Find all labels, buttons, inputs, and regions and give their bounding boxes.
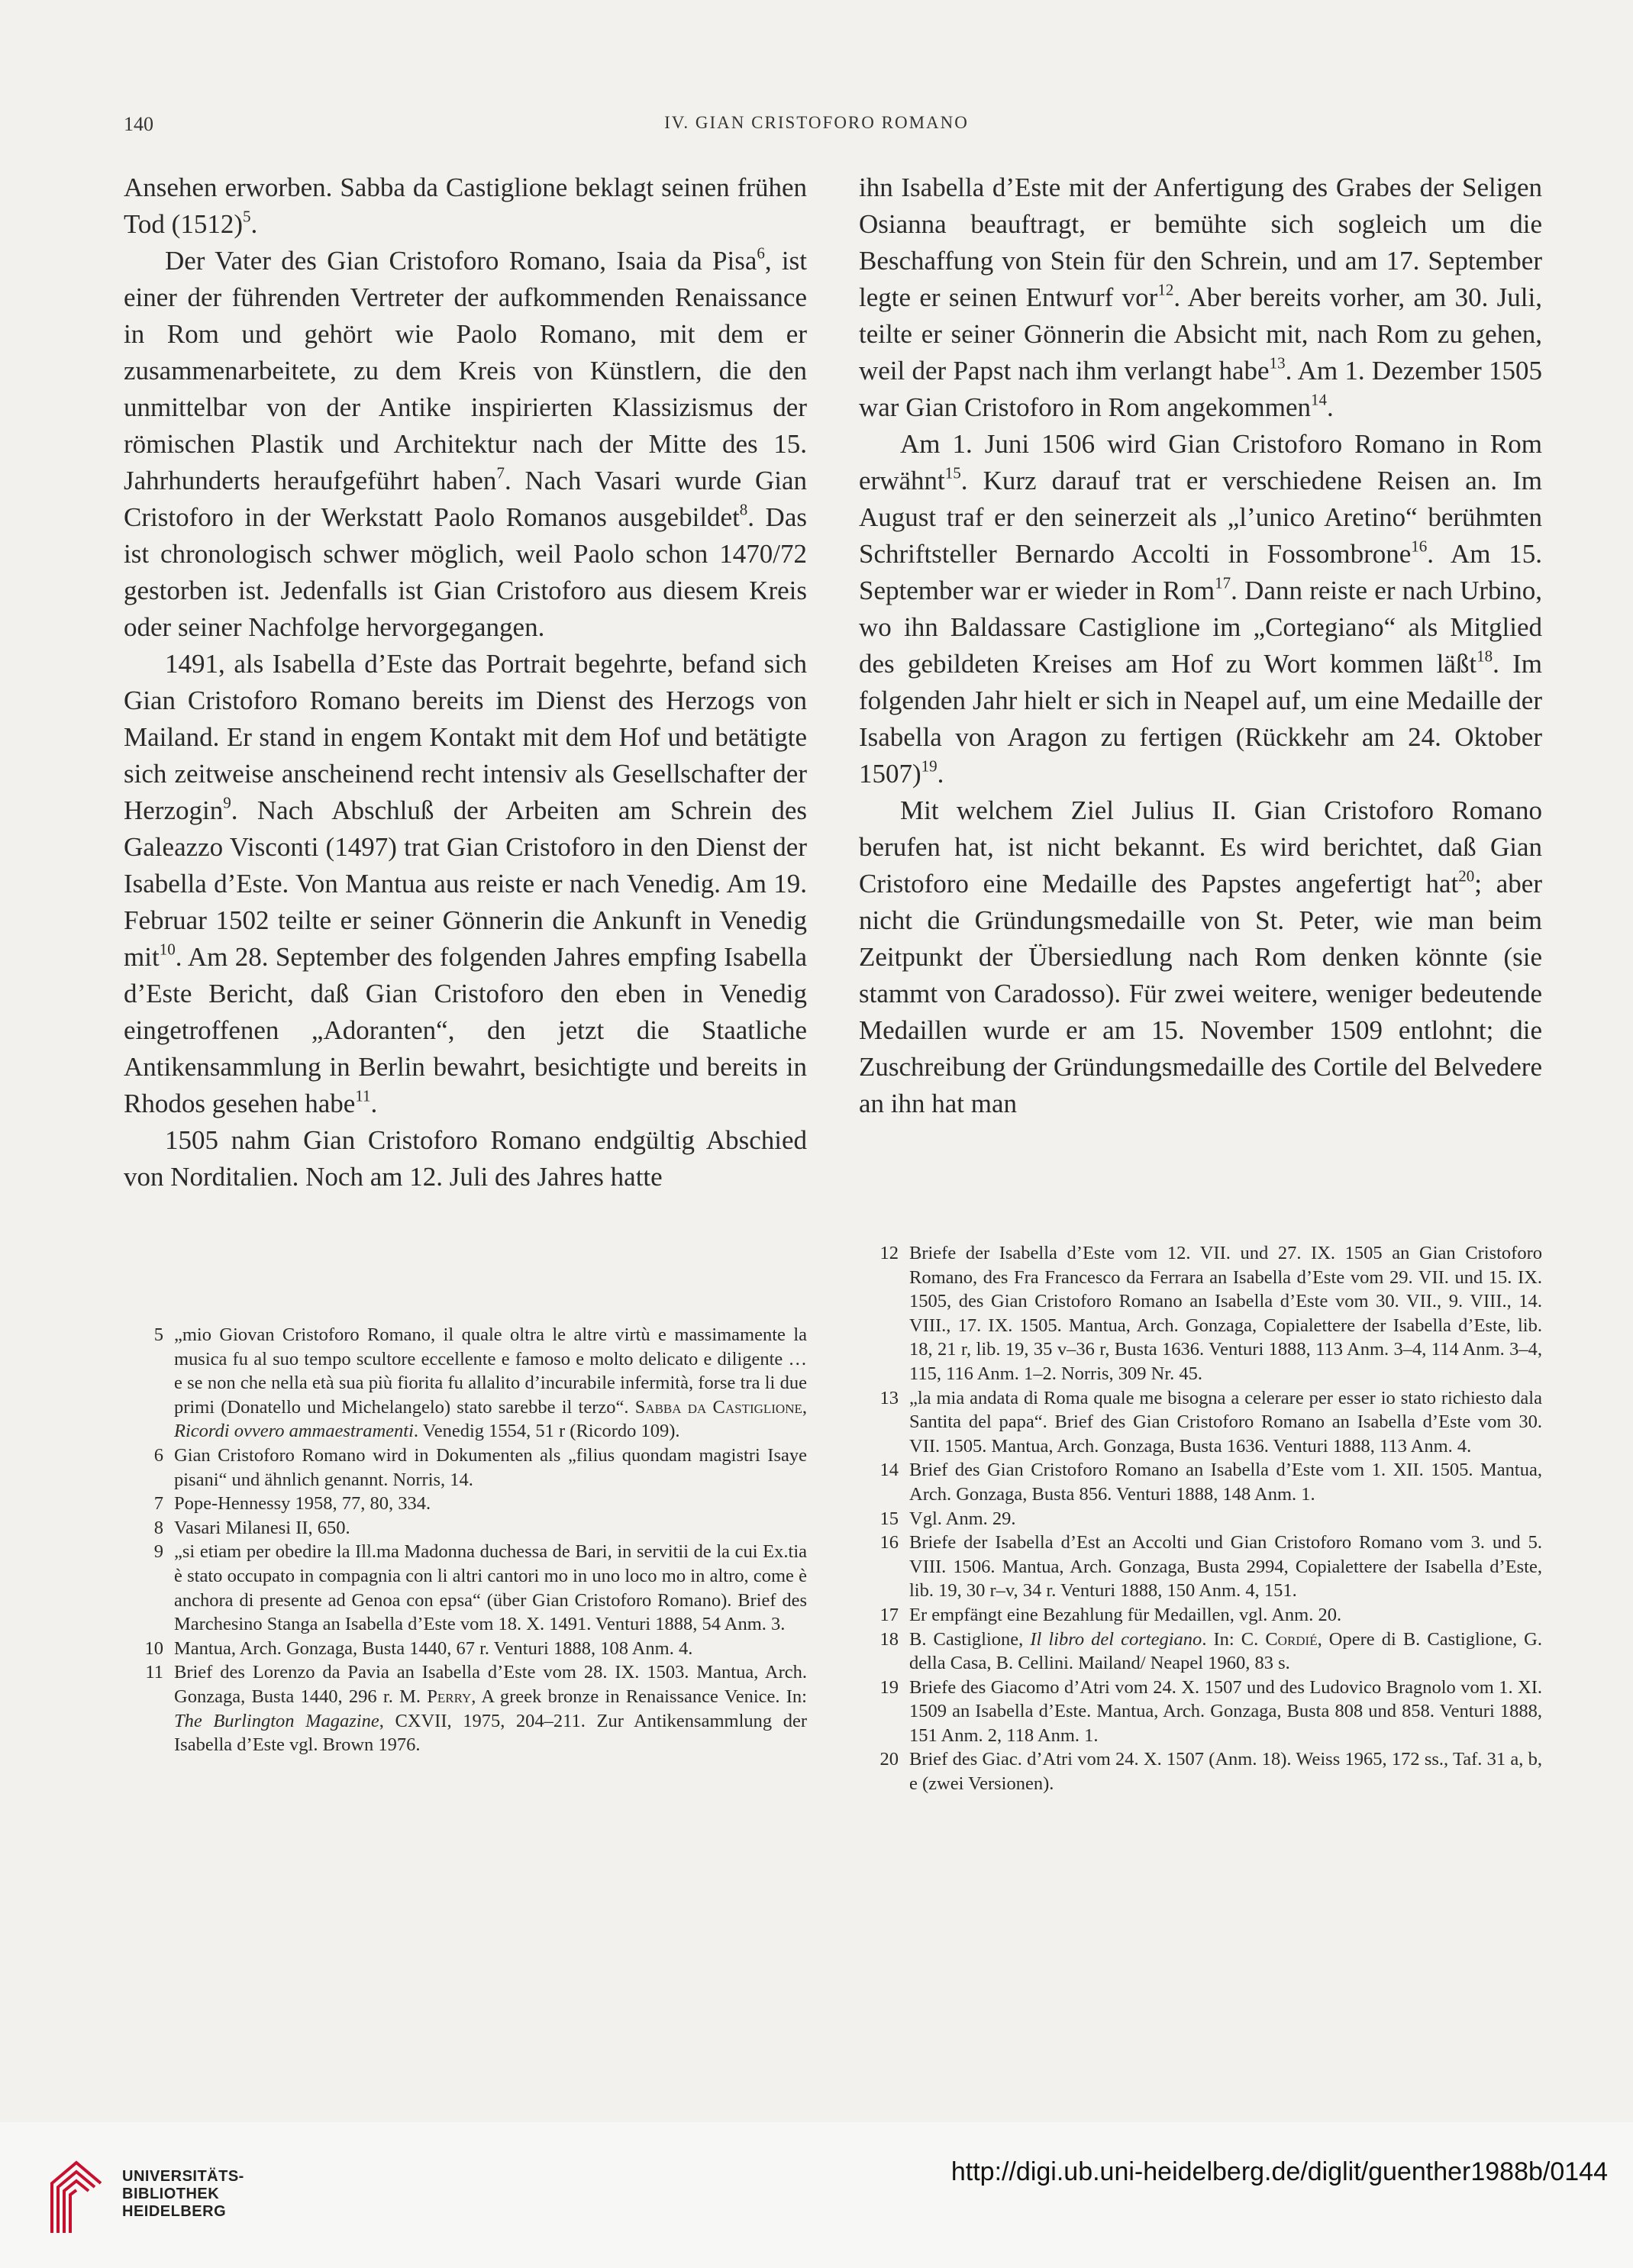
footnote-ref: 8 [739,500,748,519]
footnote [859,1676,1542,1748]
source-url[interactable]: http://digi.ub.uni-heidelberg.de/diglit/guenther1988b/0144 [950,2157,1608,2186]
footnote-text: Briefe des Giacomo d’Atri vom 24. X. 1507 und des Ludovico Bragnolo vom 1. XI. 1509 an Isabella d’Este. Mantua, Arch. Gonzaga, Busta 808 und 858. Venturi 1888, 151 Anm. 2, 118 Anm. 1. [909,1676,1542,1746]
footnote [124,1540,807,1636]
footnote-ref: 18 [1476,647,1493,666]
footnote-ref: 14 [1310,390,1327,409]
footnote-text: Brief des Lorenzo da Pavia an Isabella d’Este vom 28. IX. 1503. Mantua, Arch. Gonzaga, Busta 1440, 296 r. M. Perry, A greek bronze in Renaissance Venice. In: The Burlington Magazine, CXVII, 1975, 204–211. Zur Antikensammlung der Isabella d’Este vgl. Brown 1976. [174,1662,807,1756]
body-paragraph: Der Vater des Gian Cristoforo Romano, Isaia da Pisa$^6$, ist einer der führenden Vertreter der aufkommenden Renaissance in Rom und gehört wie Paolo Romano, mit dem er zusammenarbeitete, zu dem Kreis von Künstlern, die den unmittelbar von der Antike inspirierten Klassizismus der römischen Plastik und Architektur nach der Mitte des 15. Jahrhunderts heraufgeführt haben$^7$. Nach Vasari wurde Gian Cristoforo in der Werkstatt Paolo Romanos ausgebildet$^8$. Das ist chronologisch schwer möglich, weil Paolo schon 1470/72 gestorben ist. Jedenfalls ist Gian Cristoforo aus diesem Kreis oder seiner Nachfolge hervorgegangen. [124,244,807,642]
footnote [124,1492,807,1516]
footnote [859,1507,1542,1531]
footnote-ref: 6 [757,244,765,263]
footnote-ref: 19 [921,757,938,776]
footnote-ref: 13 [1269,353,1286,373]
footnotes-right [859,1241,1542,1796]
body-column-left [124,169,807,1195]
running-title: IV. GIAN CRISTOFORO ROMANO [664,113,969,132]
footnote [859,1241,1542,1386]
footnote [859,1531,1542,1603]
footnote-ref: 11 [355,1086,371,1105]
footnote-text: Briefe der Isabella d’Este vom 12. VII. und 27. IX. 1505 an Gian Cristoforo Romano, des Fra Francesco da Ferrara an Isabella d’Este vom 29. VII. und 15. IX. 1505, des Gian Cristoforo Romano an Isabella d’Este vom 30. VII., 9. VIII., 14. VIII., 17. IX. 1505. Mantua, Arch. Gonzaga, Copialettere der Isabella d’Este, lib. 18, 21 r, lib. 19, 35 v–36 r, Busta 1636. Venturi 1888, 113 Anm. 3–4, 114 Anm. 3–4, 115, 116 Anm. 1–2. Norris, 309 Nr. 45. [909,1243,1542,1384]
footnote-number: 12 [879,1243,899,1263]
footnote [124,1323,807,1444]
footnote-number: 14 [879,1460,899,1481]
footnote-text: Vgl. Anm. 29. [909,1508,1016,1529]
footnote-number: 15 [879,1508,899,1529]
footnote-ref: 16 [1411,537,1428,556]
footnote [124,1637,807,1661]
footnote-ref: 7 [496,463,505,482]
body-paragraph: Mit welchem Ziel Julius II. Gian Cristoforo Romano berufen hat, ist nicht bekannt. Es wird berichtet, daß Gian Cristoforo eine Medaille des Papstes angefertigt hat$^{20}$; aber nicht die Gründungsmedaille von St. Peter, wie man beim Zeitpunkt der Übersiedlung nach Rom denken könnte (sie stammt von Caradosso). Für zwei weitere, weniger bedeutende Medaillen wurde er am 15. November 1509 entlohnt; die Zuschreibung der Gründungsmedaille des Cortile del Belvedere an ihn hat man [859,795,1542,1118]
footnote-text: „si etiam per obedire la Ill.ma Madonna duchessa de Bari, in servitii de la cui Ex.tia è stato occupato in compagnia con li altri cantori mo in uno loco mo in altro, come è anchora di presente ad Genoa con epsa“ (über Gian Cristoforo Romano). Brief des Marchesino Stanga an Isabella d’Este vom 18. X. 1491. Venturi 1888, 54 Anm. 3. [174,1541,807,1635]
footnote [124,1660,807,1757]
footnote-text: Mantua, Arch. Gonzaga, Busta 1440, 67 r. Venturi 1888, 108 Anm. 4. [174,1637,693,1659]
footnote-text: Brief des Giac. d’Atri vom 24. X. 1507 (Anm. 18). Weiss 1965, 172 ss., Taf. 31 a, b, e (zwei Versionen). [909,1749,1542,1795]
footnote-number: 18 [879,1628,899,1650]
footnote-number: 13 [879,1387,899,1408]
footnote-text: Er empfängt eine Bezahlung für Medaillen, vgl. Anm. 20. [909,1604,1342,1625]
footnote-ref: 5 [243,207,251,226]
body-paragraph: 1491, als Isabella d’Este das Portrait begehrte, befand sich Gian Cristoforo Romano bereits im Dienst des Herzogs von Mailand. Er stand in engem Kontakt mit dem Hof und betätigte sich zeitweise anscheinend recht intensiv als Gesellschafter der Herzogin$^9$. Nach Abschluß der Arbeiten am Schrein des Galeazzo Visconti (1497) trat Gian Cristoforo in den Dienst der Isabella d’Este. Von Mantua aus reiste er nach Venedig. Am 19. Februar 1502 teilte er seiner Gönnerin die Ankunft in Venedig mit$^{10}$. Am 28. September des folgenden Jahres empfing Isabella d’Este Bericht, daß Gian Cristoforo den eben in Venedig eingetroffenen „Adoranten“, den jetzt die Staatliche Antikensammlung in Berlin bewahrt, besichtigte und bereits in Rhodos gesehen habe$^{11}$. [124,649,807,1118]
footnote-ref: 17 [1215,573,1231,592]
library-name-line3: HEIDELBERG [122,2203,227,2220]
footnote-text: Briefe der Isabella d’Est an Accolti und Gian Cristoforo Romano vom 3. und 5. VIII. 1506. Mantua, Arch. Gonzaga, Busta 2994, Copialettere der Isabella d’Este, lib. 19, 30 r–v, 34 r. Venturi 1888, 150 Anm. 4, 151. [909,1532,1542,1602]
footnote-number: 11 [145,1662,163,1683]
body-paragraph: ihn Isabella d’Este mit der Anfertigung des Grabes der Seligen Osianna beauftragt, er bemühte sich sogleich um die Beschaffung von Stein für den Schrein, und am 17. September legte er seinen Entwurf vor$^{12}$. Aber bereits vorher, am 30. Juli, teilte er seiner Gönnerin die Absicht mit, nach Rom zu gehen, weil der Papst nach ihm verlangt habe$^{13}$. Am 1. Dezember 1505 war Gian Cristoforo in Rom angekommen$^{14}$. [859,173,1542,422]
footnote-text: „la mia andata di Roma quale me bisogna a celerare per esser io stato richiesto dala Santita del papa“. Brief des Gian Cristoforo Romano an Isabella d’Este vom 30. VII. 1505. Mantua, Arch. Gonzaga, Busta 1636. Venturi 1888, 113 Anm. 4. [909,1387,1542,1457]
footnote-ref: 15 [944,463,961,482]
body-paragraph: Ansehen erworben. Sabba da Castiglione beklagt seinen frühen Tod $(1512)^5$. [124,173,807,239]
footnote [859,1458,1542,1506]
footnote-text: B. Castiglione, Il libro del cortegiano. In: C. Cordié, Opere di B. Castiglione, G. della Casa, B. Cellini. Mailand/ Neapel 1960, 83 s. [909,1628,1542,1674]
library-name-line1: UNIVERSITÄTS- [122,2168,244,2185]
page-number: 140 [124,113,153,135]
footnote [859,1628,1542,1676]
footnote-number: 17 [879,1604,899,1625]
footnote-ref: 20 [1458,866,1475,886]
body-column-right [859,169,1542,1122]
footnote [859,1747,1542,1795]
footnote-ref: 10 [159,940,176,959]
footnote-number: 9 [153,1541,163,1563]
footnote-text: Vasari Milanesi II, 650. [174,1517,350,1538]
footnote-ref: 9 [223,793,231,812]
footnote-text: Pope-Hennessy 1958, 77, 80, 334. [174,1493,431,1515]
footnote-number: 10 [144,1637,163,1659]
footnote-text: Brief des Gian Cristoforo Romano an Isabella d’Este vom 1. XII. 1505. Mantua, Arch. Gonzaga, Busta 856. Venturi 1888, 148 Anm. 1. [909,1460,1542,1505]
footnote-number: 5 [153,1324,163,1345]
heidelberg-library-logo-icon [46,2157,107,2241]
footnote [859,1603,1542,1628]
footnote-number: 6 [153,1444,163,1466]
footnotes-left [124,1323,807,1757]
footnote-number: 19 [879,1676,899,1698]
footnote-ref: 12 [1157,280,1174,299]
footnote-text: Gian Cristoforo Romano wird in Dokumenten als „filius quondam magistri Isaye pisani“ und ähnlich genannt. Norris, 14. [174,1444,807,1490]
digital-library-footer [0,2122,1633,2268]
footnote-text: „mio Giovan Cristoforo Romano, il quale oltra le altre virtù e massimamente la musica fu al suo tempo scultore eccellente e famoso e molto delicato e diligente … e se non che nella età sua più fiorita fu allalito d’incurabile infermità, forse tra li due primi (Donatello und Michelangelo) stato sarebbe il terzo“. Sabba da Castiglione, Ricordi ovvero ammaestramenti. Venedig 1554, 51 r (Ricordo 109). [174,1324,807,1442]
footnote [124,1516,807,1540]
footnote [124,1444,807,1492]
footnote-number: 8 [153,1517,163,1538]
footnote-number: 20 [879,1749,899,1770]
body-paragraph: 1505 nahm Gian Cristoforo Romano endgültig Abschied von Norditalien. Noch am 12. Juli des Jahres hatte [124,1125,807,1192]
body-paragraph: Am 1. Juni 1506 wird Gian Cristoforo Romano in Rom erwähnt$^{15}$. Kurz darauf trat er verschiedene Reisen an. Im August traf er den seinerzeit als „l’unico Aretino“ berühmten Schriftsteller Bernardo Accolti in Fossombrone$^{16}$. Am 15. September war er wieder in Rom$^{17}$. Dann reiste er nach Urbino, wo ihn Baldassare Castiglione im „Cortegiano“ als Mitglied des gebildeten Kreises am Hof zu Wort kommen läßt$^{18}$. Im folgenden Jahr hielt er sich in Neapel auf, um eine Medaille der Isabella von Aragon zu fertigen (Rückkehr am 24. Oktober 1507)$^{19}$. [859,429,1542,789]
library-name [122,2168,244,2221]
footnote [859,1386,1542,1459]
footnote-number: 16 [879,1532,899,1553]
footnote-number: 7 [153,1493,163,1515]
library-name-line2: BIBLIOTHEK [122,2186,220,2202]
